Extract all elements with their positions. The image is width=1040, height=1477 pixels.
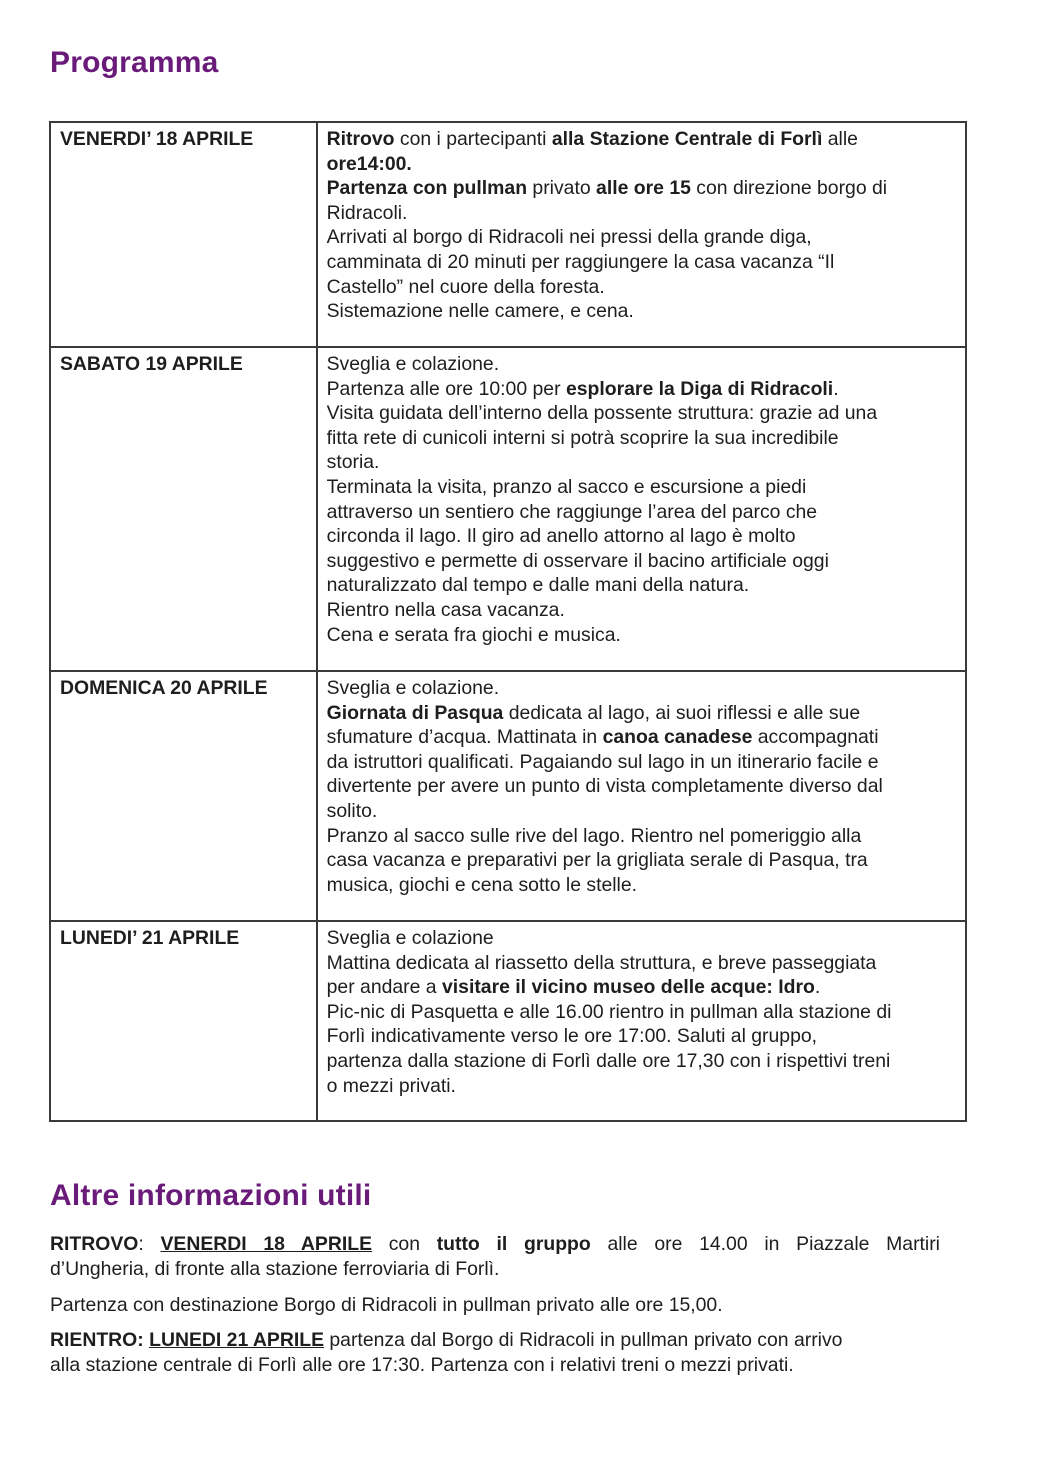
partenza-text: Partenza con destinazione Borgo di Ridracoli in pullman privato alle ore 15,00. [50, 1294, 723, 1316]
ritrovo-line-1 [50, 1232, 940, 1257]
section-title-altre-informazioni: Altre informazioni utili [50, 1179, 372, 1212]
program-text: privato [527, 177, 597, 200]
program-row [50, 671, 966, 921]
program-row [50, 921, 966, 1121]
program-text: naturalizzato dal tempo e dalle mani della natura. [326, 574, 750, 597]
program-row [50, 122, 966, 347]
rientro-line-1 [50, 1328, 940, 1353]
program-text: accompagnati [752, 726, 879, 749]
ritrovo-paragraph [50, 1232, 940, 1281]
program-description-line [327, 275, 956, 300]
program-text: Sistemazione nelle camere, e cena. [326, 300, 634, 323]
program-description-line [327, 598, 956, 623]
program-description-line [327, 201, 956, 226]
program-description-line [327, 799, 956, 824]
program-text: . [814, 976, 821, 999]
program-text: Forlì indicativamente verso le ore 17:00. Saluti al gruppo, [326, 1025, 818, 1048]
program-text: partenza dalla stazione di Forlì dalle ore 17,30 con i rispettivi treni [326, 1049, 891, 1072]
program-description-line [327, 250, 956, 275]
program-text-bold: alle ore 15 [596, 177, 691, 200]
program-text: . [833, 377, 839, 400]
program-text: Arrivati al borgo di Ridracoli nei pressi della grande diga, [326, 226, 812, 249]
program-description-line [327, 524, 956, 549]
program-description-line [327, 1024, 956, 1049]
program-text: circonda il lago. Il giro ad anello attorno al lago è molto [326, 525, 796, 548]
program-text-bold: Partenza con pullman [326, 177, 528, 200]
program-description-line [327, 623, 956, 648]
program-description-line [327, 573, 956, 598]
program-text: Ridracoli. [326, 201, 408, 224]
program-text: alle [822, 128, 858, 150]
program-description-line [327, 377, 956, 402]
program-text: Partenza alle ore 10:00 per [326, 377, 566, 400]
program-description-line [327, 225, 956, 250]
program-description-line [327, 127, 956, 152]
partenza-paragraph [50, 1293, 940, 1318]
program-description-line [327, 549, 956, 574]
program-description-line [327, 299, 956, 324]
ritrovo-label: RITROVO [50, 1233, 139, 1255]
program-text: Sveglia e colazione [326, 927, 494, 949]
program-description-line [327, 152, 956, 177]
program-text: musica, giochi e cena sotto le stelle. [326, 873, 638, 896]
program-text-bold: Ritrovo [326, 128, 395, 150]
program-description [317, 921, 966, 1121]
program-text: Castello” nel cuore della foresta. [326, 275, 605, 298]
program-description [317, 347, 966, 671]
program-description-line [327, 926, 956, 951]
program-description-line [327, 1074, 956, 1099]
program-description-line [327, 1000, 956, 1025]
program-description [317, 671, 966, 921]
program-day: SABATO 19 APRILE [50, 347, 317, 671]
program-description-line [327, 725, 956, 750]
program-row [50, 347, 966, 671]
program-day: LUNEDI’ 21 APRILE [50, 921, 317, 1121]
program-text: Visita guidata dell’interno della possente struttura: grazie ad una [326, 402, 878, 425]
ritrovo-mid: con [372, 1233, 437, 1255]
program-text: Pranzo al sacco sulle rive del lago. Rientro nel pomeriggio alla [326, 824, 862, 847]
program-description-line [327, 352, 956, 377]
program-description-line [327, 450, 956, 475]
program-description-line [327, 401, 956, 426]
program-text-bold: ore14:00. [326, 152, 412, 175]
rientro-line-2: alla stazione centrale di Forlì alle ore 17:30. Partenza con i relativi treni o mezzi privati. [50, 1353, 794, 1376]
program-description-line [327, 500, 956, 525]
rientro-date: LUNEDI 21 APRILE [149, 1329, 325, 1351]
ritrovo-line-2: d’Ungheria, di fronte alla stazione ferroviaria di Forlì. [50, 1257, 500, 1280]
program-text-bold: visitare il vicino museo delle acque: Idro [441, 976, 815, 999]
program-day: VENERDI’ 18 APRILE [50, 122, 317, 347]
program-description-line [327, 676, 956, 701]
program-text: Cena e serata fra giochi e musica. [326, 623, 621, 646]
program-description-line [327, 701, 956, 726]
program-day: DOMENICA 20 APRILE [50, 671, 317, 921]
ritrovo-rest: alle ore 14.00 in Piazzale Martiri [590, 1233, 940, 1255]
program-description-line [327, 951, 956, 976]
rientro-paragraph [50, 1328, 940, 1377]
program-text: o mezzi privati. [326, 1074, 456, 1097]
ritrovo-group: tutto il gruppo [436, 1233, 591, 1255]
program-table-body [50, 122, 966, 1121]
program-text: camminata di 20 minuti per raggiungere la casa vacanza “Il [326, 250, 835, 273]
program-description-line [327, 750, 956, 775]
program-text-bold: alla Stazione Centrale di Forlì [551, 128, 823, 150]
program-description-line [327, 873, 956, 898]
program-table [49, 121, 967, 1122]
program-description-line [327, 774, 956, 799]
program-text: Sveglia e colazione. [326, 677, 500, 699]
program-description-line [327, 1049, 956, 1074]
program-text: per andare a [326, 976, 442, 999]
program-text: con i partecipanti [394, 128, 552, 150]
program-text: solito. [326, 799, 378, 822]
program-text: attraverso un sentiero che raggiunge l’area del parco che [326, 500, 818, 523]
rientro-label: RIENTRO: [50, 1329, 144, 1351]
program-description-line [327, 176, 956, 201]
program-text-bold: esplorare la Diga di Ridracoli [565, 377, 834, 400]
program-text: da istruttori qualificati. Pagaiando sul lago in un itinerario facile e [326, 750, 879, 773]
program-text: fitta rete di cunicoli interni si potrà scoprire la sua incredibile [326, 426, 839, 449]
program-text: con direzione borgo di [690, 177, 888, 200]
program-text: casa vacanza e preparativi per la grigliata serale di Pasqua, tra [326, 849, 868, 872]
program-description-line [327, 848, 956, 873]
program-description-line [327, 824, 956, 849]
program-text: sfumature d’acqua. Mattinata in [326, 726, 603, 749]
program-text: Sveglia e colazione. [326, 353, 500, 375]
ritrovo-colon: : [138, 1233, 161, 1255]
program-text: divertente per avere un punto di vista completamente diverso dal [326, 775, 883, 798]
program-text-bold: Giornata di Pasqua [326, 701, 504, 724]
program-text-bold: canoa canadese [602, 726, 753, 749]
program-text: suggestivo e permette di osservare il bacino artificiale oggi [326, 549, 829, 572]
program-text: storia. [326, 451, 380, 474]
program-text: Pic-nic di Pasquetta e alle 16.00 rientro in pullman alla stazione di [326, 1000, 892, 1023]
ritrovo-date: VENERDI 18 APRILE [160, 1233, 373, 1255]
program-description-line [327, 426, 956, 451]
program-text: Rientro nella casa vacanza. [326, 598, 565, 621]
program-text: dedicata al lago, ai suoi riflessi e alle sue [503, 701, 861, 724]
section-title-programma: Programma [50, 46, 219, 79]
program-description-line [327, 975, 956, 1000]
program-text: Terminata la visita, pranzo al sacco e escursione a piedi [326, 475, 807, 498]
program-description-line [327, 475, 956, 500]
rientro-rest: partenza dal Borgo di Ridracoli in pullman privato con arrivo [324, 1329, 843, 1351]
program-description [317, 122, 966, 347]
program-text: Mattina dedicata al riassetto della struttura, e breve passeggiata [326, 951, 877, 974]
